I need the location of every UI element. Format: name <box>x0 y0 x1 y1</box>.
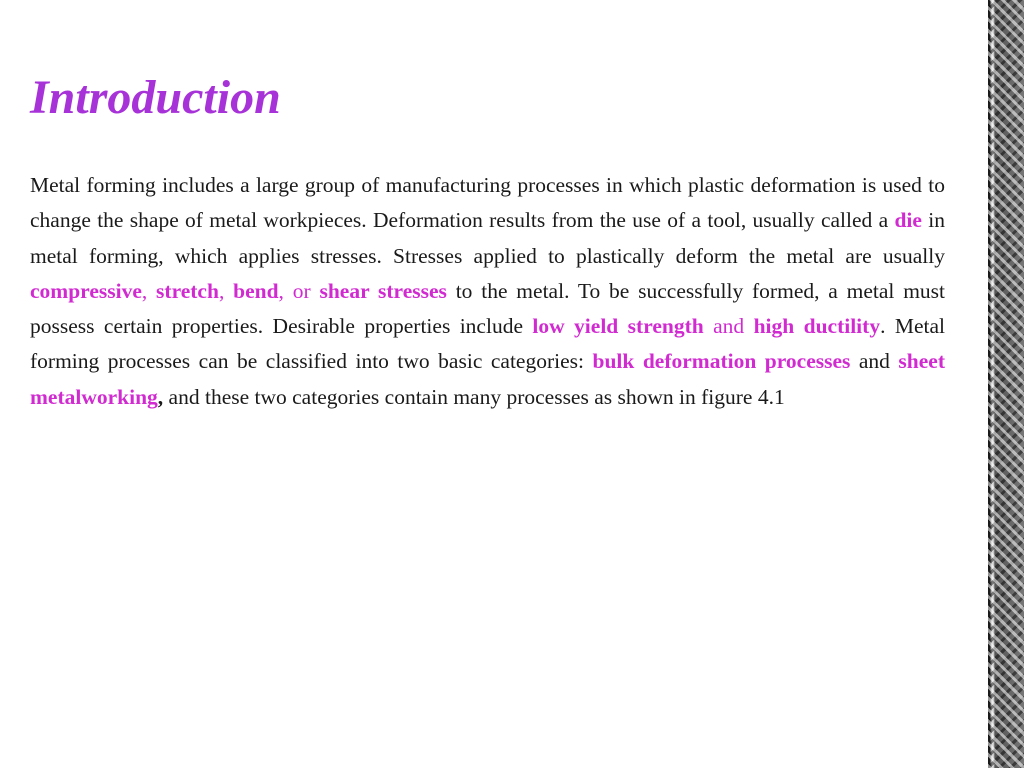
punctuation-comma: , <box>141 278 148 303</box>
keyword-sheet-metalworking: sheet metalworking <box>30 349 945 409</box>
text-segment: . Metal forming processes can be classified into two basic categories: <box>30 314 946 374</box>
keyword-stretch: stretch <box>156 278 219 303</box>
slide-title: Introduction <box>30 71 281 124</box>
punctuation-comma: , <box>157 384 164 409</box>
text-segment: in metal forming, which applies stresses. Stresses applied to plastically deform the metal are usually <box>30 208 945 268</box>
keyword-high-ductility: high ductility <box>753 314 881 339</box>
text-segment <box>224 279 233 303</box>
text-segment: and these two categories contain many processes as shown in figure 4.1 <box>163 384 785 409</box>
text-segment: to the metal. To be successfully formed, a metal must possess certain properties. Desirable properties include <box>30 278 946 339</box>
keyword-compressive: compressive <box>30 278 142 303</box>
text-segment: Metal forming includes a large group of manufacturing processes in which plastic deformation is used to change the shape of metal workpieces. Deformation results from the use of a tool, usually called a <box>30 173 945 233</box>
decorative-edge-border <box>988 0 1024 768</box>
keyword-shear-stresses: shear stresses <box>319 278 447 303</box>
text-segment <box>147 279 156 303</box>
intro-paragraph <box>30 168 945 415</box>
keyword-bulk-deformation-processes: bulk deformation processes <box>592 349 851 374</box>
keyword-low-yield-strength: low yield strength <box>532 314 704 339</box>
keyword-die: die <box>894 208 922 233</box>
keyword-bend: bend <box>233 278 279 303</box>
connector-and: and <box>703 314 754 339</box>
text-segment: and <box>850 349 899 374</box>
punctuation-comma: , <box>218 278 225 303</box>
connector-or: , or <box>278 278 311 303</box>
